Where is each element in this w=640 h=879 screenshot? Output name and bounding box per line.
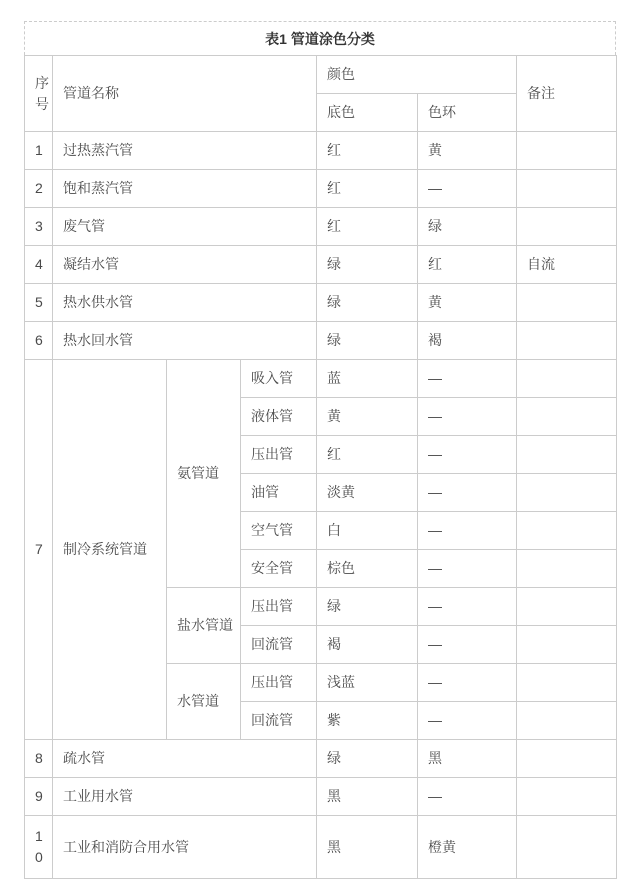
sub-pipe-name: 压出管 xyxy=(241,436,317,474)
sub-pipe-name: 液体管 xyxy=(241,398,317,436)
pipe-name: 工业用水管 xyxy=(53,778,317,816)
sub-pipe-name: 回流管 xyxy=(241,702,317,740)
row-no: 1 xyxy=(25,132,53,170)
base-color: 紫 xyxy=(317,702,418,740)
base-color: 红 xyxy=(317,132,418,170)
row-no: 4 xyxy=(25,246,53,284)
base-color: 淡黄 xyxy=(317,474,418,512)
row-no: 8 xyxy=(25,740,53,778)
base-color: 白 xyxy=(317,512,418,550)
ring-color: — xyxy=(418,398,517,436)
base-color: 绿 xyxy=(317,246,418,284)
base-color: 浅蓝 xyxy=(317,664,418,702)
note-cell xyxy=(517,740,617,778)
ring-color: — xyxy=(418,626,517,664)
pipe-name: 饱和蒸汽管 xyxy=(53,170,317,208)
note-cell xyxy=(517,208,617,246)
row-no: 9 xyxy=(25,778,53,816)
ring-color: — xyxy=(418,664,517,702)
note-cell xyxy=(517,550,617,588)
ring-color: — xyxy=(418,702,517,740)
table-row xyxy=(25,778,617,816)
header-ring-color: 色环 xyxy=(418,94,517,132)
note-cell xyxy=(517,816,617,879)
sub-pipe-name: 空气管 xyxy=(241,512,317,550)
table-row xyxy=(25,246,617,284)
note-cell xyxy=(517,360,617,398)
table-caption: 表1 管道涂色分类 xyxy=(24,21,616,55)
base-color: 绿 xyxy=(317,740,418,778)
note-cell xyxy=(517,474,617,512)
note-cell: 自流 xyxy=(517,246,617,284)
sub-pipe-name: 回流管 xyxy=(241,626,317,664)
base-color: 蓝 xyxy=(317,360,418,398)
row-no: 5 xyxy=(25,284,53,322)
base-color: 黑 xyxy=(317,816,418,879)
sub-pipe-name: 压出管 xyxy=(241,588,317,626)
table-row xyxy=(25,170,617,208)
ring-color: 黄 xyxy=(418,132,517,170)
base-color: 红 xyxy=(317,208,418,246)
base-color: 红 xyxy=(317,436,418,474)
note-cell xyxy=(517,702,617,740)
base-color: 绿 xyxy=(317,284,418,322)
table-row xyxy=(25,132,617,170)
table-row xyxy=(25,208,617,246)
group-name: 水管道 xyxy=(167,664,241,740)
ring-color: — xyxy=(418,360,517,398)
note-cell xyxy=(517,398,617,436)
ring-color: 褐 xyxy=(418,322,517,360)
ring-color: — xyxy=(418,588,517,626)
ring-color: — xyxy=(418,512,517,550)
sub-pipe-name: 吸入管 xyxy=(241,360,317,398)
sub-pipe-name: 安全管 xyxy=(241,550,317,588)
group-name: 氨管道 xyxy=(167,360,241,588)
header-row-1 xyxy=(25,56,617,94)
header-note: 备注 xyxy=(517,56,617,132)
pipe-name: 热水供水管 xyxy=(53,284,317,322)
pipe-name: 过热蒸汽管 xyxy=(53,132,317,170)
note-cell xyxy=(517,626,617,664)
header-seq: 序号 xyxy=(25,56,53,132)
ring-color: 黑 xyxy=(418,740,517,778)
base-color: 黑 xyxy=(317,778,418,816)
sub-pipe-name: 油管 xyxy=(241,474,317,512)
pipe-name: 工业和消防合用水管 xyxy=(53,816,317,879)
row-no: 2 xyxy=(25,170,53,208)
note-cell xyxy=(517,322,617,360)
table-row xyxy=(25,322,617,360)
base-color: 绿 xyxy=(317,322,418,360)
table-row xyxy=(25,284,617,322)
ring-color: 绿 xyxy=(418,208,517,246)
note-cell xyxy=(517,778,617,816)
pipe-name: 凝结水管 xyxy=(53,246,317,284)
table-row xyxy=(25,360,617,398)
row-no: 7 xyxy=(25,360,53,740)
row-no: 10 xyxy=(25,816,53,879)
pipe-name: 热水回水管 xyxy=(53,322,317,360)
note-cell xyxy=(517,436,617,474)
row-no: 6 xyxy=(25,322,53,360)
note-cell xyxy=(517,588,617,626)
ring-color: 黄 xyxy=(418,284,517,322)
sub-pipe-name: 压出管 xyxy=(241,664,317,702)
base-color: 褐 xyxy=(317,626,418,664)
pipe-color-table xyxy=(24,55,617,879)
pipe-name: 疏水管 xyxy=(53,740,317,778)
pipe-color-document xyxy=(24,21,616,879)
note-cell xyxy=(517,664,617,702)
base-color: 棕色 xyxy=(317,550,418,588)
pipe-name: 制冷系统管道 xyxy=(53,360,167,740)
group-name: 盐水管道 xyxy=(167,588,241,664)
ring-color: — xyxy=(418,436,517,474)
pipe-name: 废气管 xyxy=(53,208,317,246)
ring-color: — xyxy=(418,170,517,208)
table-row xyxy=(25,740,617,778)
header-color: 颜色 xyxy=(317,56,517,94)
ring-color: 红 xyxy=(418,246,517,284)
note-cell xyxy=(517,132,617,170)
note-cell xyxy=(517,170,617,208)
base-color: 黄 xyxy=(317,398,418,436)
note-cell xyxy=(517,512,617,550)
note-cell xyxy=(517,284,617,322)
row-no: 3 xyxy=(25,208,53,246)
table-row xyxy=(25,816,617,879)
header-pipe-name: 管道名称 xyxy=(53,56,317,132)
base-color: 红 xyxy=(317,170,418,208)
ring-color: — xyxy=(418,474,517,512)
ring-color: 橙黄 xyxy=(418,816,517,879)
ring-color: — xyxy=(418,778,517,816)
header-base-color: 底色 xyxy=(317,94,418,132)
base-color: 绿 xyxy=(317,588,418,626)
ring-color: — xyxy=(418,550,517,588)
